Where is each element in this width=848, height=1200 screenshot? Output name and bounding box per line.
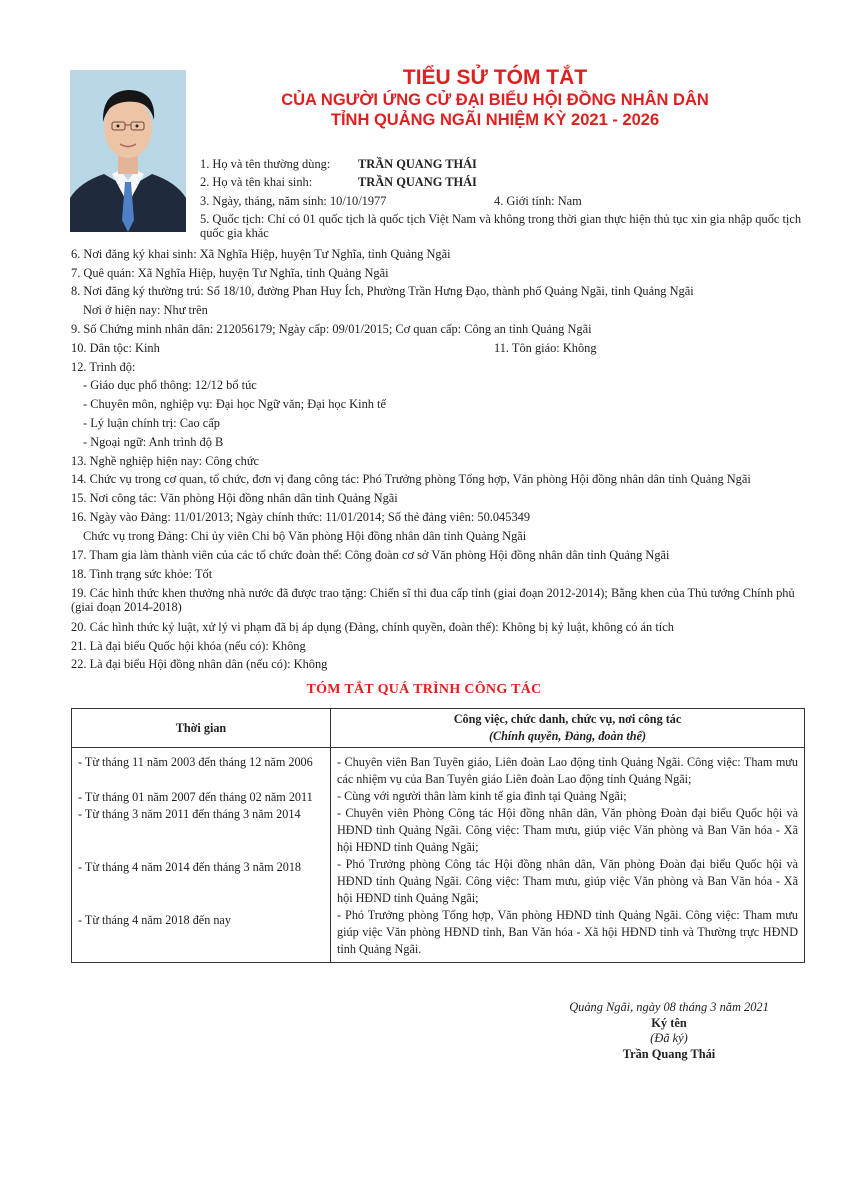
signature-block: [548, 1000, 790, 1062]
bio-health: 18. Tình trạng sức khỏe: Tốt: [71, 567, 213, 581]
bio-id-card: 9. Số Chứng minh nhân dân: 212056179; Ngày cấp: 09/01/2015; Cơ quan cấp: Công an tỉnh Quảng Ngãi: [71, 322, 592, 336]
bio-professional-qualification: - Chuyên môn, nghiệp vụ: Đại học Ngữ văn; Đại học Kinh tế: [83, 397, 387, 411]
bio-common-name-value: TRẦN QUANG THÁI: [358, 157, 477, 171]
bio-party-membership: 16. Ngày vào Đảng: 11/01/2013; Ngày chính thức: 11/01/2014; Số thẻ đảng viên: 50.045349: [71, 510, 531, 524]
bio-position: 14. Chức vụ trong cơ quan, tổ chức, đơn vị đang công tác: Phó Trưởng phòng Tổng hợp, Văn phòng Hội đồng nhân dân tỉnh Quảng Ngãi: [71, 472, 751, 486]
bio-gender: 4. Giới tính: Nam: [494, 194, 582, 208]
signature-place-date: Quảng Ngãi, ngày 08 tháng 3 năm 2021: [569, 1000, 769, 1014]
bio-birth-name-label: 2. Họ và tên khai sinh:: [200, 175, 313, 189]
document-title: TIỂU SỬ TÓM TẮT: [402, 66, 588, 89]
work-history-table: [71, 708, 805, 963]
bio-religion: 11. Tôn giáo: Không: [494, 341, 597, 355]
time-entry: - Từ tháng 4 năm 2018 đến nay: [78, 913, 231, 927]
bio-ethnicity: 10. Dân tộc: Kinh: [71, 341, 160, 355]
description-entry: - Phó Trưởng phòng Công tác Hội đồng nhân dân, Văn phòng Đoàn đại biểu Quốc hội và HĐND tỉnh Quảng Ngãi. Công việc: Tham mưu, giúp việc Văn phòng và Ban Văn hóa - Xã hội HĐND tỉnh Quảng Ngãi;: [337, 857, 798, 905]
column-header-job-line2: (Chính quyền, Đảng, đoàn thể): [488, 729, 647, 743]
description-entry: - Chuyên viên Phòng Công tác Hội đồng nhân dân, Văn phòng Đoàn đại biểu Quốc hội và HĐND tỉnh Quảng Ngãi. Công việc: Tham mưu, giúp việc Văn phòng và Ban Văn hóa - Xã hội HĐND tỉnh Quảng Ngãi;: [337, 806, 798, 854]
signature-label: Ký tên: [651, 1015, 687, 1030]
time-entry: - Từ tháng 11 năm 2003 đến tháng 12 năm 2006: [78, 755, 313, 769]
bio-birth-registration: 6. Nơi đăng ký khai sinh: Xã Nghĩa Hiệp, huyện Tư Nghĩa, tỉnh Quảng Ngãi: [71, 247, 451, 261]
time-entry: - Từ tháng 4 năm 2014 đến tháng 3 năm 2018: [78, 860, 302, 874]
bio-general-education: - Giáo dục phổ thông: 12/12 bổ túc: [83, 378, 257, 392]
time-entry: - Từ tháng 01 năm 2007 đến tháng 02 năm 2011: [78, 790, 313, 804]
description-entry: - Cùng với người thân làm kinh tế gia đình tại Quảng Ngãi;: [337, 789, 627, 803]
bio-permanent-residence: 8. Nơi đăng ký thường trú: Số 18/10, đường Phan Huy Ích, Phường Trần Hưng Đạo, thành phố Quảng Ngãi, tỉnh Quảng Ngãi: [71, 284, 694, 298]
bio-political-theory: - Lý luận chính trị: Cao cấp: [83, 416, 220, 430]
bio-hometown: 7. Quê quán: Xã Nghĩa Hiệp, huyện Tư Nghĩa, tỉnh Quảng Ngãi: [71, 266, 389, 280]
bio-birth-date: 3. Ngày, tháng, năm sinh: 10/10/1977: [200, 194, 387, 208]
signature-signed-note: (Đã ký): [650, 1031, 688, 1045]
table-header-row: [72, 709, 805, 748]
document-subtitle-1: CỦA NGƯỜI ỨNG CỬ ĐẠI BIỂU HỘI ĐỒNG NHÂN DÂN: [281, 91, 709, 109]
portrait-photo: [70, 70, 186, 232]
bio-awards: 19. Các hình thức khen thưởng nhà nước đã được trao tặng: Chiến sĩ thi đua cấp tỉnh (giai đoạn 2012-2014); Bằng khen của Thủ tướng Chính phủ (giai đoạn 2014-2018): [71, 586, 795, 614]
description-entry: - Phó Trưởng phòng Tổng hợp, Văn phòng HĐND tỉnh Quảng Ngãi. Công việc: Tham mưu giúp việc Văn phòng HĐND tỉnh, Ban Văn hóa - Xã hội HĐND tỉnh và Thường trực HĐND tỉnh Quảng Ngãi.: [337, 908, 798, 956]
bio-common-name-label: 1. Họ và tên thường dùng:: [200, 157, 331, 171]
description-entry: - Chuyên viên Ban Tuyên giáo, Liên đoàn Lao động tỉnh Quảng Ngãi. Công việc: Tham mưu các nhiệm vụ của Ban Tuyên giáo Liên đoàn Lao động tỉnh Quảng Ngãi;: [337, 755, 798, 786]
signature-name: Trần Quang Thái: [622, 1046, 716, 1061]
column-header-time: Thời gian: [72, 709, 331, 748]
bio-peoples-council: 22. Là đại biểu Hội đồng nhân dân (nếu có): Không: [71, 657, 328, 671]
bio-workplace: 15. Nơi công tác: Văn phòng Hội đồng nhân dân tỉnh Quảng Ngãi: [71, 491, 398, 505]
document-subtitle-2: TỈNH QUẢNG NGÃI NHIỆM KỲ 2021 - 2026: [330, 111, 660, 129]
bio-party-position: Chức vụ trong Đảng: Chi ủy viên Chi bộ Văn phòng Hội đồng nhân dân tỉnh Quảng Ngãi: [83, 529, 527, 543]
column-header-job: [331, 709, 805, 748]
bio-current-residence: Nơi ở hiện nay: Như trên: [83, 303, 208, 317]
table-row: [72, 748, 805, 963]
bio-birth-name-value: TRẦN QUANG THÁI: [358, 175, 477, 189]
bio-occupation: 13. Nghề nghiệp hiện nay: Công chức: [71, 454, 260, 468]
time-entry: - Từ tháng 3 năm 2011 đến tháng 3 năm 2014: [78, 807, 301, 821]
bio-discipline: 20. Các hình thức kỷ luật, xử lý vi phạm đã bị áp dụng (Đảng, chính quyền, đoàn thể): Không bị kỷ luật, không có án tích: [71, 620, 674, 634]
bio-national-assembly: 21. Là đại biểu Quốc hội khóa (nếu có): Không: [71, 639, 306, 653]
bio-nationality: 5. Quốc tịch: Chỉ có 01 quốc tịch là quốc tịch Việt Nam và không trong thời gian thực hiện thủ tục xin gia nhập quốc tịch quốc gia khác: [200, 212, 802, 240]
work-history-title: TÓM TẮT QUÁ TRÌNH CÔNG TÁC: [306, 682, 542, 697]
description-cell: [331, 748, 805, 963]
bio-organizations: 17. Tham gia làm thành viên của các tổ chức đoàn thể: Công đoàn cơ sở Văn phòng Hội đồng nhân dân tỉnh Quảng Ngãi: [71, 548, 670, 562]
document-title-block: [200, 66, 790, 130]
column-header-job-line1: Công việc, chức danh, chức vụ, nơi công tác: [453, 712, 682, 726]
bio-qualifications-heading: 12. Trình độ:: [71, 360, 136, 374]
bio-foreign-language: - Ngoại ngữ: Anh trình độ B: [83, 435, 224, 449]
time-cell: [72, 748, 331, 963]
